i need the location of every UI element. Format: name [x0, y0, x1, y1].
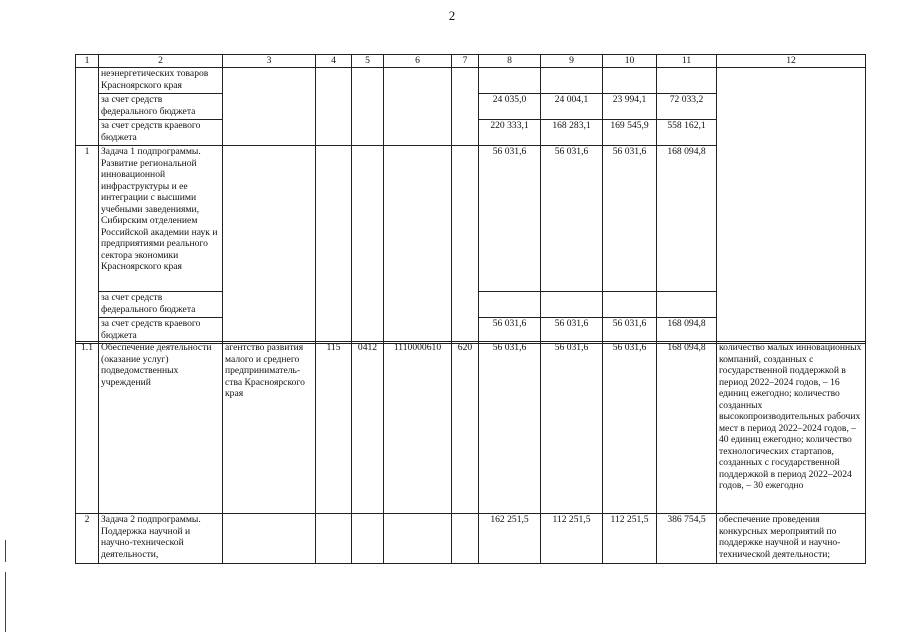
header-cell: 5 [352, 55, 384, 68]
header-cell: 11 [657, 55, 717, 68]
value-cell: 112 251,5 [541, 514, 603, 564]
row-label: неэнергетических товаров Красноярского края [99, 68, 223, 94]
value-cell: 56 031,6 [479, 318, 541, 344]
value-cell: 56 031,6 [603, 318, 657, 344]
row-label: Обеспечение деятельности (оказание услуг) подведомственных учреждений [99, 342, 223, 514]
header-row [76, 55, 866, 68]
header-cell: 4 [316, 55, 352, 68]
page-number: 2 [448, 8, 456, 23]
row-number: 1.1 [76, 342, 99, 514]
row-label: за счет средств краевого бюджета [99, 120, 223, 146]
value-cell: 168 094,8 [657, 146, 717, 292]
value-cell: 23 994,1 [603, 94, 657, 120]
result-cell: количество малых инновационных компаний, созданных с государственной поддержкой в период 2022–2024 годов, – 16 единиц ежегодно; количество созданных высокопроизводительных рабочих мест в период 2022–2024 годов, – 40 единиц ежегодно; количество технологических стартапов, созданных с государственной поддержкой в период 2022–2024 годов, – 30 ежегодно [717, 342, 866, 514]
row-label: Задача 1 подпрограммы. Развитие региональной инновационной инфраструктуры и ее интеграции с высшими учебными заведениями, Сибирским отделением Российской академии наук и предприятиями реального сектора экономики Красноярского края [99, 146, 223, 292]
budget-table-lower [75, 341, 866, 564]
agency-cell: агентство развития малого и среднего предприниматель-ства Красноярского края [223, 342, 316, 514]
header-cell: 3 [223, 55, 316, 68]
scan-mark [5, 572, 6, 632]
table-row [76, 342, 866, 514]
value-cell: 56 031,6 [603, 146, 657, 292]
header-cell: 6 [384, 55, 452, 68]
value-cell: 56 031,6 [479, 146, 541, 292]
value-cell: 56 031,6 [541, 318, 603, 344]
value-cell: 168 094,8 [657, 342, 717, 514]
value-cell: 24 004,1 [541, 94, 603, 120]
result-cell: обеспечение проведения конкурсных мероприятий по поддержке научной и научно-технической деятельности; [717, 514, 866, 564]
header-cell: 10 [603, 55, 657, 68]
row-number: 1 [76, 146, 99, 344]
table-row [76, 68, 866, 94]
header-cell: 9 [541, 55, 603, 68]
value-cell: 56 031,6 [603, 342, 657, 514]
row-label: за счет средств федерального бюджета [99, 94, 223, 120]
header-cell: 8 [479, 55, 541, 68]
header-cell: 2 [99, 55, 223, 68]
header-cell: 7 [452, 55, 479, 68]
scan-mark [5, 540, 6, 562]
value-cell: 56 031,6 [479, 342, 541, 514]
value-cell: 168 283,1 [541, 120, 603, 146]
header-cell: 12 [717, 55, 866, 68]
value-cell: 558 162,1 [657, 120, 717, 146]
value-cell: 24 035,0 [479, 94, 541, 120]
value-cell: 386 754,5 [657, 514, 717, 564]
row-number: 2 [76, 514, 99, 564]
value-cell: 72 033,2 [657, 94, 717, 120]
table-row [76, 514, 866, 564]
header-cell: 1 [76, 55, 99, 68]
row-label: за счет средств краевого бюджета [99, 318, 223, 344]
value-cell: 162 251,5 [479, 514, 541, 564]
code-cell: 0412 [352, 342, 384, 514]
code-cell: 115 [316, 342, 352, 514]
value-cell: 56 031,6 [541, 342, 603, 514]
value-cell: 168 094,8 [657, 318, 717, 344]
row-label: Задача 2 подпрограммы. Поддержка научной и научно-технической деятельности, [99, 514, 223, 564]
value-cell: 220 333,1 [479, 120, 541, 146]
budget-table [75, 54, 866, 344]
code-cell: 1110000610 [384, 342, 452, 514]
code-cell: 620 [452, 342, 479, 514]
value-cell: 112 251,5 [603, 514, 657, 564]
value-cell: 56 031,6 [541, 146, 603, 292]
value-cell: 169 545,9 [603, 120, 657, 146]
row-label: за счет средств федерального бюджета [99, 292, 223, 318]
